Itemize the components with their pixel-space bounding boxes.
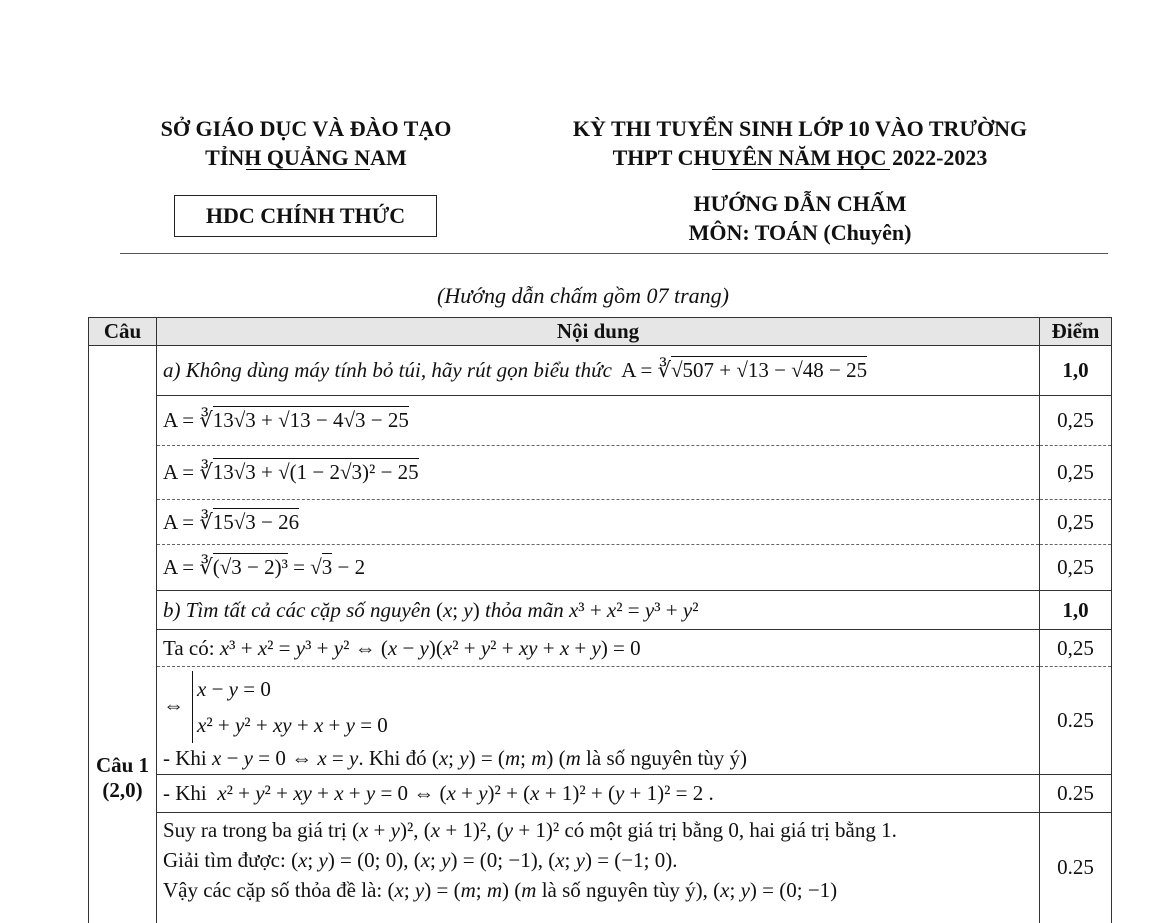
province-name: TỈNH QUẢNG NAM: [205, 145, 407, 170]
content-cell: Ta có: x³ + x² = y³ + y² ⇔ (x − y)(x² + y² + xy + x + y) = 0: [157, 630, 1040, 667]
col-header-cau: Câu: [89, 318, 157, 346]
department-name: SỞ GIÁO DỤC VÀ ĐÀO TẠO: [160, 116, 452, 141]
table-row: [89, 775, 1112, 813]
table-row: [89, 500, 1112, 545]
exam-title: KỲ THI TUYỂN SINH LỚP 10 VÀO TRƯỜNG: [572, 116, 1028, 141]
content-cell: A = ∛13√3 + √13 − 4√3 − 25: [157, 396, 1040, 446]
content-cell: A = ∛(√3 − 2)³ = √3 − 2: [157, 545, 1040, 591]
header-divider: [120, 253, 1108, 254]
question-points: (2,0): [102, 777, 143, 802]
guide-title: HƯỚNG DẪN CHẤM: [693, 191, 907, 216]
score-cell: 0.25: [1040, 813, 1112, 923]
table-row: [89, 591, 1112, 630]
page-count-note: (Hướng dẫn chấm gồm 07 trang): [437, 283, 729, 308]
table-header-row: [89, 318, 1112, 346]
score-cell: 0.25: [1040, 667, 1112, 775]
content-cell: a) Không dùng máy tính bỏ túi, hãy rút gọn biểu thức A = ∛√507 + √13 − √48 − 25: [157, 346, 1040, 396]
guide-header: [620, 189, 980, 247]
underline-divider: [712, 169, 890, 170]
grading-table: [88, 317, 1112, 923]
score-cell: 1,0: [1040, 591, 1112, 630]
question-cell: [89, 346, 157, 923]
content-cell: - Khi x² + y² + xy + x + y = 0 ⇔ (x + y)² + (x + 1)² + (y + 1)² = 2 .: [157, 775, 1040, 813]
table-row: [89, 396, 1112, 446]
underline-divider: [246, 169, 370, 170]
table-row: [89, 813, 1112, 923]
score-cell: 0,25: [1040, 396, 1112, 446]
col-header-content: Nội dung: [157, 318, 1040, 346]
exam-year: THPT CHUYÊN NĂM HỌC 2022-2023: [612, 145, 988, 170]
col-header-score: Điểm: [1040, 318, 1112, 346]
table-row: [89, 545, 1112, 591]
content-cell: A = ∛15√3 − 26: [157, 500, 1040, 545]
table-row: [89, 630, 1112, 667]
content-cell: ⇔x − y = 0 x² + y² + xy + x + y = 0 - Khi x − y = 0 ⇔ x = y. Khi đó (x; y) = (m; m) (m là số nguyên tùy ý): [157, 667, 1040, 775]
table-row: [89, 346, 1112, 396]
table-row: [89, 667, 1112, 775]
question-label: Câu 1: [95, 752, 150, 777]
score-cell: 0,25: [1040, 545, 1112, 591]
score-cell: 0,25: [1040, 630, 1112, 667]
score-cell: 0.25: [1040, 775, 1112, 813]
score-cell: 0,25: [1040, 500, 1112, 545]
content-cell: A = ∛13√3 + √(1 − 2√3)² − 25: [157, 446, 1040, 500]
exam-header: [520, 114, 1080, 172]
subject-title: MÔN: TOÁN (Chuyên): [688, 220, 912, 245]
department-header: [120, 114, 492, 172]
score-cell: 0,25: [1040, 446, 1112, 500]
content-cell: Suy ra trong ba giá trị (x + y)², (x + 1)², (y + 1)² có một giá trị bằng 0, hai giá trị bằng 1. Giải tìm được: (x; y) = (0; 0), (x; y) = (0; −1), (x; y) = (−1; 0). Vậy các cặp số thỏa đề là: (x; y) = (m; m) (m là số nguyên tùy ý), (x; y) = (0; −1): [157, 813, 1040, 923]
content-cell: b) Tìm tất cả các cặp số nguyên (x; y) thỏa mãn x³ + x² = y³ + y²: [157, 591, 1040, 630]
official-badge: HDC CHÍNH THỨC: [174, 195, 437, 237]
score-cell: 1,0: [1040, 346, 1112, 396]
table-row: [89, 446, 1112, 500]
